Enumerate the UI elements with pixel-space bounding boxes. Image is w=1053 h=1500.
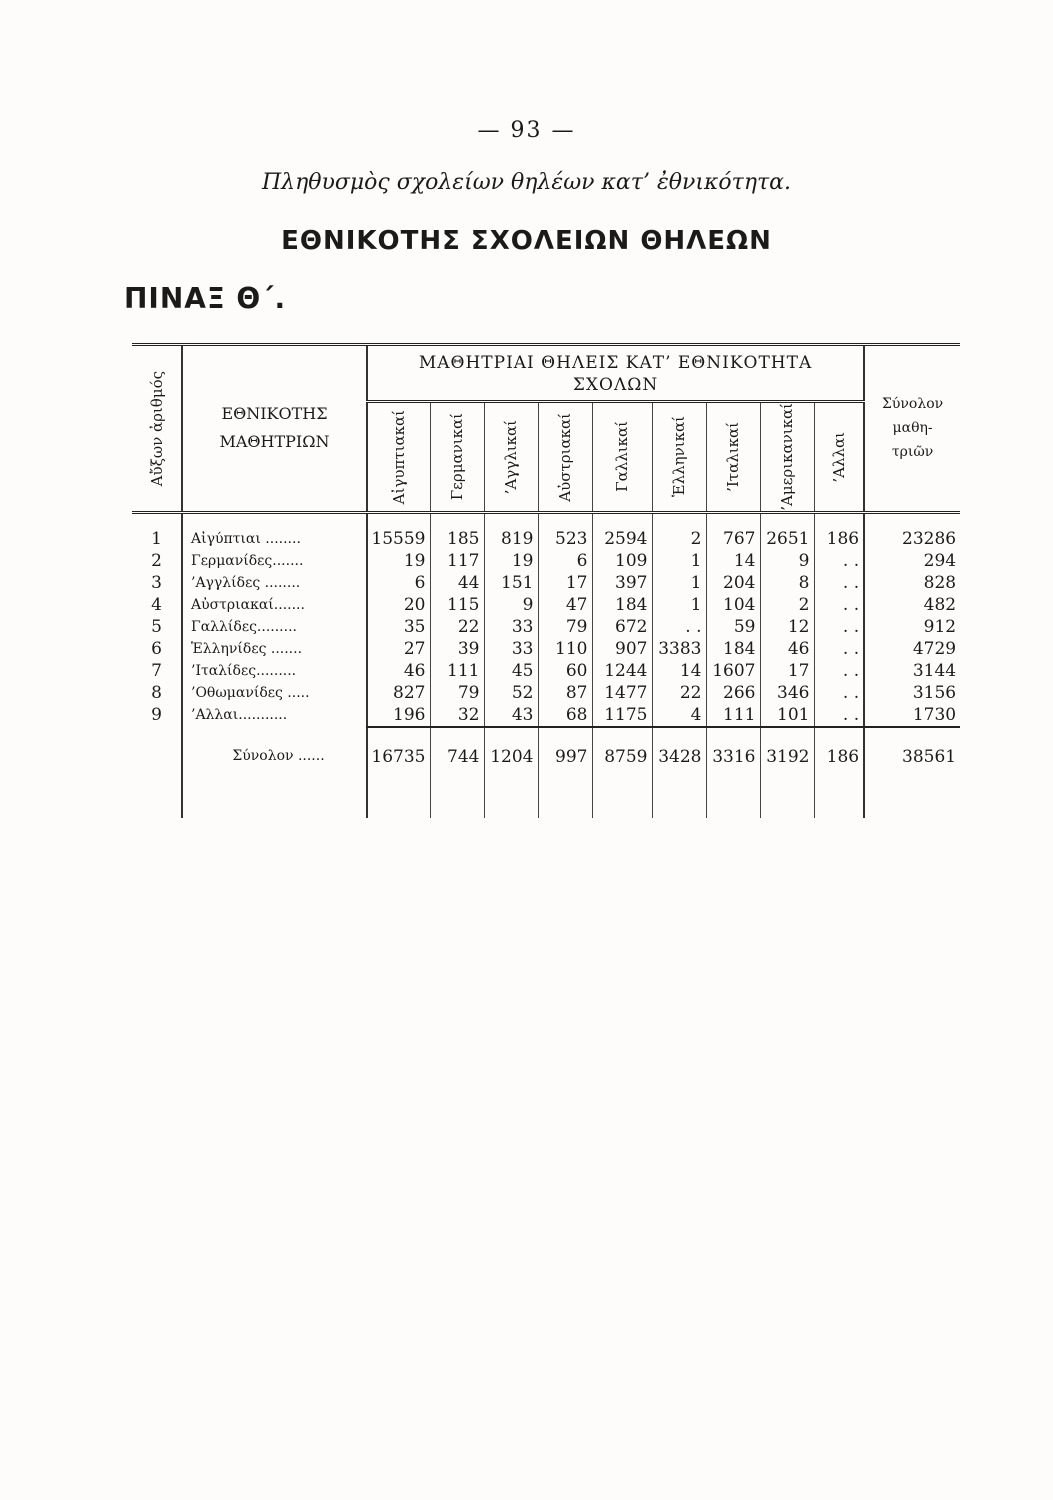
sum-label: Σύνολον ...... [182, 727, 367, 768]
table-row [132, 550, 960, 572]
row-value: 12 [760, 616, 814, 638]
row-total: 4729 [864, 638, 960, 660]
row-value: 109 [592, 550, 652, 572]
table-row [132, 660, 960, 682]
row-value: 1 [652, 572, 706, 594]
tail-cell [538, 768, 592, 818]
row-value: 79 [538, 616, 592, 638]
row-total: 912 [864, 616, 960, 638]
sum-value: 16735 [367, 727, 430, 768]
row-index: 4 [151, 594, 162, 615]
page-number: — 93 — [477, 118, 576, 143]
col-header-austrian [538, 402, 592, 513]
row-value: 111 [706, 704, 760, 727]
row-value: . . [814, 660, 864, 682]
row-value: 266 [706, 682, 760, 704]
row-value: 9 [760, 550, 814, 572]
row-nationality: ’Ιταλίδες......... [182, 660, 367, 682]
row-value: 907 [592, 638, 652, 660]
row-value: 43 [484, 704, 538, 727]
index-header-cell [132, 345, 182, 513]
row-value: 196 [367, 704, 430, 727]
row-value: 14 [706, 550, 760, 572]
row-value: 185 [430, 512, 484, 550]
row-index: 7 [151, 660, 162, 681]
row-index: 3 [151, 572, 162, 593]
row-value: 17 [760, 660, 814, 682]
row-value: 45 [484, 660, 538, 682]
row-total: 23286 [864, 512, 960, 550]
table-row [132, 638, 960, 660]
row-value: . . [652, 616, 706, 638]
row-value: 827 [367, 682, 430, 704]
row-value: 186 [814, 512, 864, 550]
nationality-header-line1: ΕΘΝΙΚΟΤΗΣ [221, 404, 328, 424]
col-header-american [760, 402, 814, 513]
row-value: 47 [538, 594, 592, 616]
total-header-cell [864, 345, 960, 513]
row-value: 184 [706, 638, 760, 660]
sum-value: 3192 [760, 727, 814, 768]
row-value: 104 [706, 594, 760, 616]
row-value: 204 [706, 572, 760, 594]
row-value: 20 [367, 594, 430, 616]
row-value: 8 [760, 572, 814, 594]
row-value: . . [814, 572, 864, 594]
row-value: 46 [367, 660, 430, 682]
row-index: 1 [151, 528, 162, 549]
row-value: 397 [592, 572, 652, 594]
total-header-line3: τριῶν [891, 444, 934, 461]
col-label: Γερμανικαί [448, 413, 466, 501]
row-value: 22 [652, 682, 706, 704]
row-value: 33 [484, 616, 538, 638]
row-total: 828 [864, 572, 960, 594]
row-value: 59 [706, 616, 760, 638]
col-label: ’Αμερικανικαί [778, 403, 796, 511]
row-nationality: Αὐστριακαί....... [182, 594, 367, 616]
row-value: 1175 [592, 704, 652, 727]
total-header-line1: Σύνολον [882, 396, 944, 413]
row-value: 2 [652, 512, 706, 550]
row-value: 9 [484, 594, 538, 616]
row-value: 79 [430, 682, 484, 704]
row-value: 1477 [592, 682, 652, 704]
col-header-english [484, 402, 538, 513]
tail-cell [367, 768, 430, 818]
col-label: Ἑλληνικαί [670, 416, 688, 498]
total-header-line2: μαθη- [892, 420, 933, 437]
row-value: 1607 [706, 660, 760, 682]
row-value: 672 [592, 616, 652, 638]
group-header-line2: ΣΧΟΛΩΝ [572, 375, 659, 395]
row-nationality: Ἑλληνίδες ....... [182, 638, 367, 660]
sum-value: 744 [430, 727, 484, 768]
row-value: 2651 [760, 512, 814, 550]
sum-value: 186 [814, 727, 864, 768]
tail-cell [706, 768, 760, 818]
group-header [367, 345, 864, 402]
row-value: 35 [367, 616, 430, 638]
col-header-german [430, 402, 484, 513]
row-value: . . [814, 550, 864, 572]
sum-value: 997 [538, 727, 592, 768]
tail-cell [760, 768, 814, 818]
row-value: 117 [430, 550, 484, 572]
row-value: 33 [484, 638, 538, 660]
row-index: 2 [151, 550, 162, 571]
table-row [132, 682, 960, 704]
col-label: Αὐστριακαί [556, 412, 574, 502]
table-tail [132, 768, 960, 818]
row-value: 46 [760, 638, 814, 660]
tail-cell [864, 768, 960, 818]
row-value: 17 [538, 572, 592, 594]
col-header-italian [706, 402, 760, 513]
row-index: 6 [151, 638, 162, 659]
row-value: 101 [760, 704, 814, 727]
row-total: 3144 [864, 660, 960, 682]
row-value: 44 [430, 572, 484, 594]
col-label: Αἰγυπτιακαί [389, 409, 408, 505]
row-value: 115 [430, 594, 484, 616]
row-value: . . [814, 704, 864, 727]
row-index: 8 [151, 682, 162, 703]
row-value: . . [814, 682, 864, 704]
row-value: 2594 [592, 512, 652, 550]
row-value: 22 [430, 616, 484, 638]
row-value: 346 [760, 682, 814, 704]
sum-total: 38561 [864, 727, 960, 768]
tail-cell [592, 768, 652, 818]
tail-cell [652, 768, 706, 818]
row-value: . . [814, 594, 864, 616]
row-index: 5 [151, 616, 162, 637]
row-value: 151 [484, 572, 538, 594]
row-index: 9 [151, 705, 162, 726]
col-label: ’Ιταλικαί [724, 421, 742, 492]
row-value: 39 [430, 638, 484, 660]
row-value: 819 [484, 512, 538, 550]
sum-index [132, 727, 182, 768]
row-value: 2 [760, 594, 814, 616]
row-value: 110 [538, 638, 592, 660]
row-value: 15559 [367, 512, 430, 550]
col-header-egyptian [367, 402, 430, 513]
row-nationality: Γαλλίδες......... [182, 616, 367, 638]
row-total: 482 [864, 594, 960, 616]
row-total: 294 [864, 550, 960, 572]
sum-value: 3428 [652, 727, 706, 768]
col-label: Γαλλικαί [613, 421, 631, 493]
sum-value: 3316 [706, 727, 760, 768]
tail-cell [182, 768, 367, 818]
col-label: ’Αγγλικαί [502, 419, 520, 495]
row-nationality: Γερμανίδες....... [182, 550, 367, 572]
row-value: 1244 [592, 660, 652, 682]
table-row [132, 616, 960, 638]
sum-value: 8759 [592, 727, 652, 768]
row-nationality: ’Οθωμανίδες ..... [182, 682, 367, 704]
row-value: 68 [538, 704, 592, 727]
col-header-other [814, 402, 864, 513]
group-header-line1: ΜΑΘΗΤΡΙΑΙ ΘΗΛΕΙΣ ΚΑΤ’ ΕΘΝΙΚΟΤΗΤΑ [418, 353, 813, 373]
col-header-french [592, 402, 652, 513]
page-subtitle: Πληθυσμὸς σχολείων θηλέων κατ’ ἐθνικότητα. [261, 170, 792, 195]
row-total: 1730 [864, 704, 960, 727]
table-row [132, 572, 960, 594]
row-nationality: Αἰγύπτιαι ........ [182, 512, 367, 550]
tail-cell [132, 768, 182, 818]
row-total: 3156 [864, 682, 960, 704]
row-value: 27 [367, 638, 430, 660]
row-value: 52 [484, 682, 538, 704]
row-value: 19 [484, 550, 538, 572]
table-label: ΠΙΝΑΞ Θ΄. [124, 282, 287, 315]
page-title: ΕΘΝΙΚΟΤΗΣ ΣΧΟΛΕΙΩΝ ΘΗΛΕΩΝ [281, 226, 772, 256]
row-value: 767 [706, 512, 760, 550]
row-value: 19 [367, 550, 430, 572]
tail-cell [814, 768, 864, 818]
row-value: . . [814, 638, 864, 660]
row-value: 6 [367, 572, 430, 594]
tail-cell [430, 768, 484, 818]
row-value: 6 [538, 550, 592, 572]
row-value: 14 [652, 660, 706, 682]
col-header-greek [652, 402, 706, 513]
row-value: 32 [430, 704, 484, 727]
row-value: 1 [652, 594, 706, 616]
row-value: 523 [538, 512, 592, 550]
tail-cell [484, 768, 538, 818]
row-nationality: ’Αλλαι........... [182, 704, 367, 727]
nationality-header-line2: ΜΑΘΗΤΡΙΩΝ [219, 432, 330, 452]
table-row [132, 512, 960, 550]
sum-row [132, 727, 960, 768]
row-value: 60 [538, 660, 592, 682]
sum-value: 1204 [484, 727, 538, 768]
index-header: Αὔξων ἀριθμός [147, 370, 166, 487]
nationality-table [132, 343, 960, 818]
row-value: . . [814, 616, 864, 638]
row-value: 184 [592, 594, 652, 616]
row-value: 4 [652, 704, 706, 727]
nationality-header-cell [182, 345, 367, 513]
row-value: 111 [430, 660, 484, 682]
row-value: 87 [538, 682, 592, 704]
row-value: 1 [652, 550, 706, 572]
table-row [132, 704, 960, 727]
row-value: 3383 [652, 638, 706, 660]
table-row [132, 594, 960, 616]
row-nationality: ’Αγγλίδες ........ [182, 572, 367, 594]
col-label: ’Αλλαι [829, 431, 848, 483]
